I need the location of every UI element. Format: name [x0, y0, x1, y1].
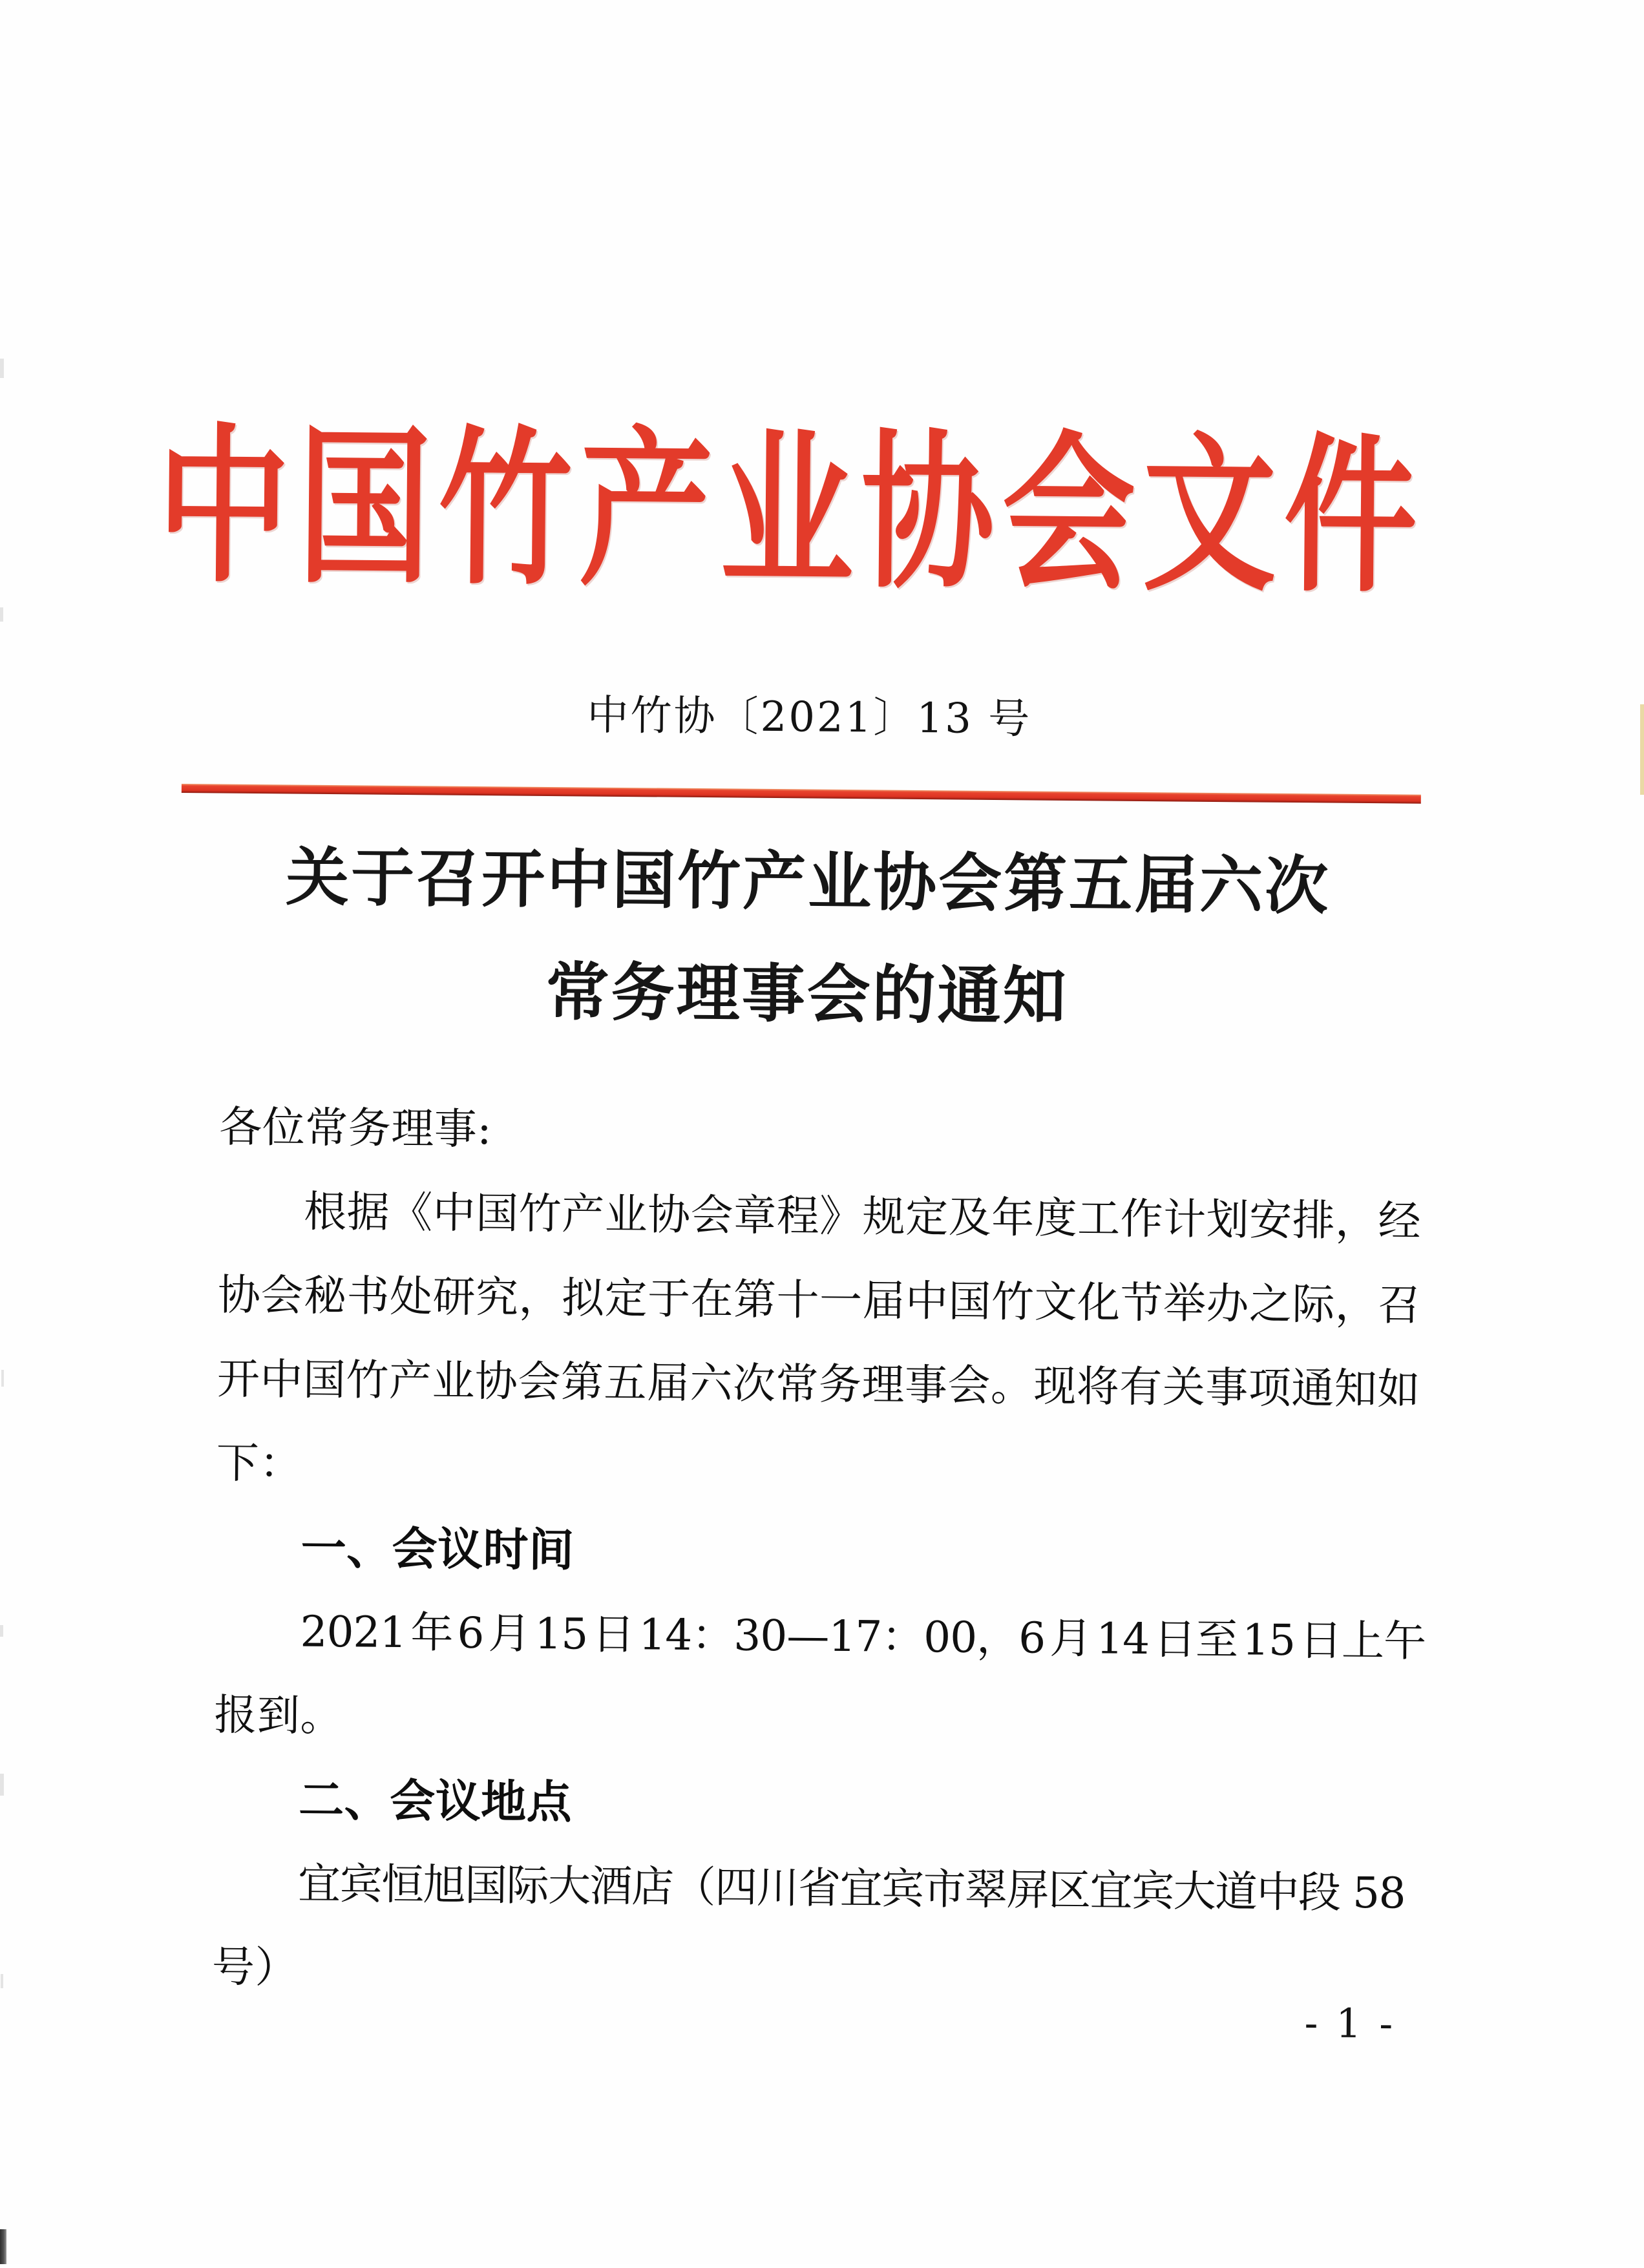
section2-heading-meeting-place: 二、会议地点 — [298, 1773, 573, 1829]
page-number: - 1 - — [1304, 1999, 1396, 2048]
intro-paragraph-line4: 下： — [216, 1438, 303, 1489]
intro-paragraph-line2: 协会秘书处研究，拟定于在第十一届中国竹文化节举办之际，召 — [217, 1270, 1422, 1330]
scan-smudge — [0, 607, 3, 622]
intro-paragraph-line1: 根据《中国竹产业协会章程》规定及年度工作计划安排，经 — [303, 1186, 1422, 1246]
scan-corner-mark — [0, 2229, 6, 2264]
document-title-line1: 关于召开中国竹产业协会第五届六次 — [285, 841, 1331, 924]
scan-smudge — [1, 1370, 4, 1387]
org-letterhead-title: 中国竹产业协会文件 — [156, 406, 1426, 616]
document-title-line2: 常务理事会的通知 — [545, 955, 1069, 1034]
section2-meeting-place-line1: 宜宾恒旭国际大酒店（四川省宜宾市翠屏区宜宾大道中段 58 — [297, 1858, 1406, 1918]
section1-meeting-time-line2: 报到。 — [214, 1690, 344, 1741]
document-content — [156, 0, 1438, 2268]
section1-heading-meeting-time: 一、会议时间 — [300, 1521, 574, 1577]
scan-smudge — [0, 1774, 4, 1796]
scan-smudge — [0, 1625, 3, 1637]
scan-edge-sliver — [1640, 704, 1644, 795]
section1-meeting-time-line1: 2021 年 6 月 15 日 14：30—17：00，6 月 14 日至 15 日上午 — [300, 1606, 1426, 1666]
scan-smudge — [1, 1974, 3, 1988]
red-divider-line — [182, 784, 1421, 804]
intro-paragraph-line3: 开中国竹产业协会第五届六次常务理事会。现将有关事项通知如 — [216, 1354, 1421, 1414]
section2-meeting-place-line2: 号） — [211, 1942, 299, 1993]
document-title — [185, 841, 1430, 1036]
scan-smudge — [0, 359, 4, 378]
document-reference-number: 中竹协〔2021〕13 号 — [587, 691, 1032, 744]
document-body — [211, 1086, 1424, 2020]
salutation: 各位常务理事: — [218, 1102, 492, 1155]
